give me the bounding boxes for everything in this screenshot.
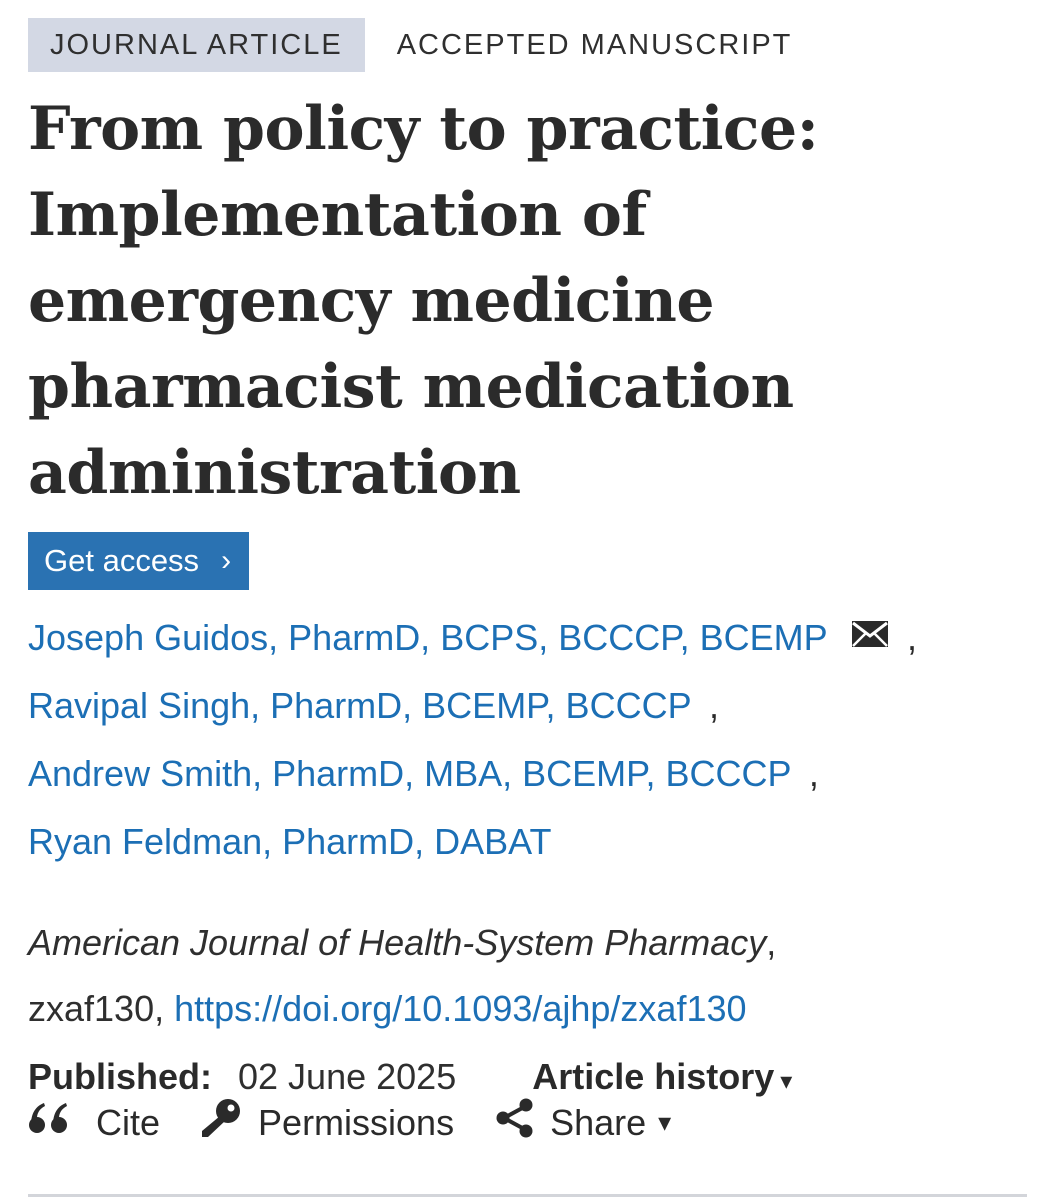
divider bbox=[28, 1194, 1027, 1197]
citation-doi-line bbox=[28, 976, 1028, 1042]
article-history-label: Article history bbox=[532, 1056, 775, 1097]
author-link[interactable]: Joseph Guidos, PharmD, BCPS, BCCCP, BCEMP bbox=[28, 617, 827, 658]
author-link[interactable]: Andrew Smith, PharmD, MBA, BCEMP, BCCCP bbox=[28, 753, 791, 794]
article-tools bbox=[28, 1098, 671, 1147]
author-link[interactable]: Ryan Feldman, PharmD, DABAT bbox=[28, 821, 552, 862]
permissions-button[interactable] bbox=[200, 1098, 454, 1147]
quote-icon bbox=[28, 1101, 70, 1144]
cite-button[interactable] bbox=[28, 1101, 160, 1144]
journal-separator: , bbox=[766, 922, 777, 963]
chevron-down-icon: ▾ bbox=[780, 1068, 793, 1095]
article-title: From policy to practice: Implementation of emergency medicine pharmacist medication administration bbox=[28, 94, 819, 508]
article-status-label: ACCEPTED MANUSCRIPT bbox=[396, 29, 793, 61]
author-item bbox=[28, 808, 1028, 876]
share-label: Share bbox=[550, 1101, 647, 1143]
author-item bbox=[28, 672, 1028, 740]
article-id: zxaf130, bbox=[28, 988, 165, 1029]
author-separator: , bbox=[907, 617, 918, 658]
citation-block bbox=[28, 910, 1028, 1042]
cite-label: Cite bbox=[96, 1101, 161, 1143]
get-access-button[interactable] bbox=[28, 532, 249, 590]
published-label: Published: bbox=[28, 1056, 213, 1097]
doi-link[interactable]: https://doi.org/10.1093/ajhp/zxaf130 bbox=[174, 988, 747, 1029]
journal-name: American Journal of Health-System Pharmacy bbox=[28, 922, 767, 963]
envelope-icon[interactable] bbox=[851, 602, 889, 670]
author-separator: , bbox=[808, 753, 819, 794]
get-access-label: Get access bbox=[44, 543, 200, 578]
chevron-down-icon: ▾ bbox=[658, 1107, 672, 1137]
author-separator: , bbox=[708, 685, 719, 726]
published-date: 02 June 2025 bbox=[238, 1056, 457, 1097]
article-badges bbox=[28, 18, 1028, 72]
author-item bbox=[28, 604, 1028, 672]
permissions-label: Permissions bbox=[258, 1101, 455, 1143]
share-icon bbox=[494, 1098, 536, 1147]
article-header bbox=[28, 18, 1028, 1143]
chevron-right-icon: › bbox=[221, 544, 232, 577]
citation-journal-line bbox=[28, 910, 1028, 976]
share-button[interactable] bbox=[494, 1098, 671, 1147]
author-item bbox=[28, 740, 1028, 808]
author-link[interactable]: Ravipal Singh, PharmD, BCEMP, BCCCP bbox=[28, 685, 691, 726]
key-icon bbox=[200, 1098, 242, 1147]
article-type-badge: JOURNAL ARTICLE bbox=[28, 18, 365, 72]
author-list bbox=[28, 604, 1028, 876]
